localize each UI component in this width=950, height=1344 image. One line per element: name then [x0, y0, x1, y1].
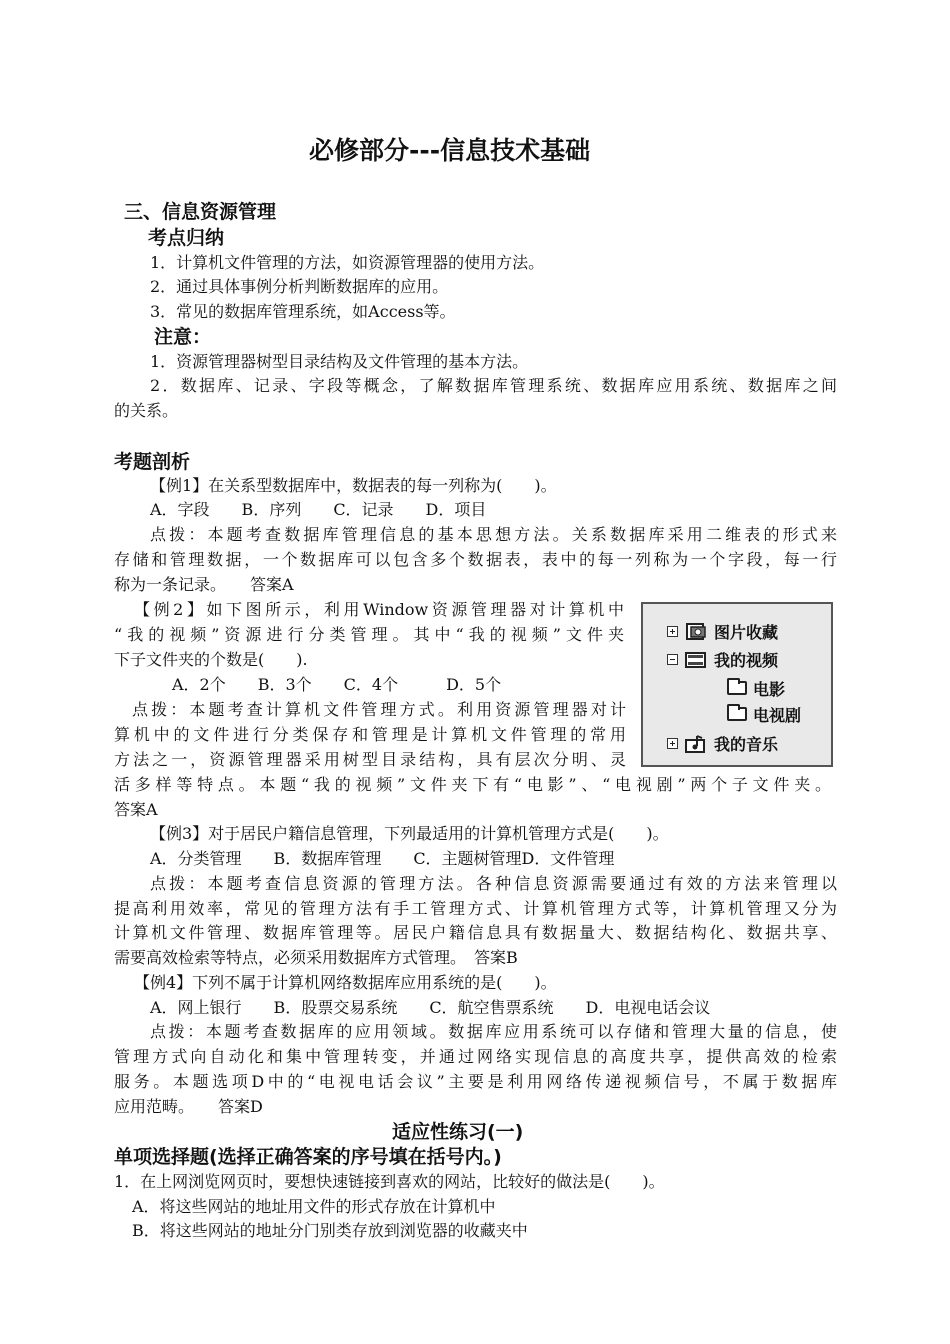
example-4-explanation: 点拨：本题考查数据库的应用领域。数据库应用系统可以存储和管理大量的信息，使	[150, 1022, 837, 1041]
practice-title: 适应性练习(一)	[392, 1121, 524, 1143]
example-3-explanation: 计算机文件管理、数据库管理等。居民户籍信息具有数据量大、数据结构化、数据共享、	[114, 923, 837, 942]
tree-item-label: 我的视频	[714, 650, 779, 670]
section-heading: 三、信息资源管理	[124, 201, 277, 223]
example-4-options: A．网上银行 B．股票交易系统 C．航空售票系统 D．电视电话会议	[150, 998, 711, 1017]
multiple-choice-heading: 单项选择题(选择正确答案的序号填在括号内。)	[114, 1146, 502, 1168]
example-1-explanation: 称为一条记录。 答案A	[114, 575, 294, 594]
question-1-option-a: A．将这些网站的地址用文件的形式存放在计算机中	[132, 1197, 496, 1216]
example-4-explanation: 服务。本题选项D中的“电视电话会议”主要是利用网络传递视频信号，不属于数据库	[114, 1072, 837, 1091]
example-3-explanation: 需要高效检索等特点，必须采用数据库方式管理。 答案B	[114, 948, 518, 967]
tree-item-label: 我的音乐	[714, 734, 779, 754]
tree-item-label: 图片收藏	[714, 622, 779, 642]
tree-item-label: 电影	[753, 679, 786, 699]
explorer-tree-figure	[641, 602, 833, 767]
example-1-explanation: 点拨：本题考查数据库管理信息的基本思想方法。关系数据库采用二维表的形式来	[150, 525, 837, 544]
tree-item-movies	[727, 677, 785, 699]
example-2-explanation: 算机中的文件进行分类保存和管理是计算机文件管理的常用	[114, 725, 626, 744]
tree-item-my-music	[667, 732, 778, 754]
key-point-item: 2．通过具体事例分析判断数据库的应用。	[150, 277, 449, 296]
page-title: 必修部分---信息技术基础	[309, 136, 591, 165]
music-folder-icon	[685, 734, 707, 752]
analysis-heading: 考题剖析	[114, 451, 191, 473]
example-1-explanation: 存储和管理数据，一个数据库可以包含多个数据表，表中的每一列称为一个字段，每一行	[114, 550, 837, 569]
example-3-options: A．分类管理 B．数据库管理 C．主题树管理D．文件管理	[150, 849, 615, 868]
example-2-question: “我的视频”资源进行分类管理。其中“我的视频”文件夹	[114, 625, 624, 644]
example-2-options: A．2个 B．3个 C．4个 D．5个	[172, 675, 502, 694]
note-heading: 注意：	[154, 326, 212, 348]
question-1-option-b: B．将这些网站的地址分门别类存放到浏览器的收藏夹中	[132, 1221, 528, 1240]
note-line: 2．数据库、记录、字段等概念，了解数据库管理系统、数据库应用系统、数据库之间	[150, 376, 837, 395]
collapse-icon	[667, 654, 678, 665]
example-2-question: 下子文件夹的个数是( ).	[114, 650, 308, 669]
folder-icon	[727, 707, 747, 721]
expand-icon	[667, 626, 678, 637]
example-2-explanation: 点拨：本题考查计算机文件管理方式。利用资源管理器对计	[132, 700, 626, 719]
film-folder-icon	[685, 650, 707, 668]
question-1: 1．在上网浏览网页时，要想快速链接到喜欢的网站，比较好的做法是( )。	[114, 1172, 665, 1191]
camera-icon	[685, 622, 707, 640]
note-line: 1．资源管理器树型目录结构及文件管理的基本方法。	[150, 352, 529, 371]
key-point-item: 1．计算机文件管理的方法，如资源管理器的使用方法。	[150, 253, 545, 272]
example-4-question: 【例4】下列不属于计算机网络数据库应用系统的是( )。	[134, 973, 557, 992]
example-4-explanation: 管理方式向自动化和集中管理转变，并通过网络实现信息的高度共享，提供高效的检索	[114, 1047, 837, 1066]
tree-item-my-videos	[667, 648, 778, 670]
expand-icon	[667, 738, 678, 749]
example-1-options: A．字段 B．序列 C．记录 D．项目	[150, 500, 487, 519]
example-2-explanation: 方法之一，资源管理器采用树型目录结构，具有层次分明、灵	[114, 750, 626, 769]
key-point-item: 3．常见的数据库管理系统，如Access等。	[150, 302, 456, 321]
example-2-explanation: 活多样等特点。本题“我的视频”文件夹下有“电影”、“电视剧”两个子文件夹。	[114, 775, 831, 794]
example-3-question: 【例3】对于居民户籍信息管理，下列最适用的计算机管理方式是( )。	[150, 824, 669, 843]
note-line: 的关系。	[114, 401, 179, 420]
example-2-answer: 答案A	[114, 800, 158, 819]
example-2-question: 【例2】如下图所示，利用Window资源管理器对计算机中	[134, 600, 624, 619]
example-4-explanation: 应用范畴。 答案D	[114, 1097, 263, 1116]
tree-item-tv-series	[727, 703, 801, 725]
folder-icon	[727, 681, 747, 695]
tree-item-pictures	[667, 620, 778, 642]
example-3-explanation: 提高利用效率，常见的管理方法有手工管理方式、计算机管理方式等，计算机管理又分为	[114, 899, 837, 918]
example-1-question: 【例1】在关系型数据库中，数据表的每一列称为( )。	[150, 476, 557, 495]
tree-item-label: 电视剧	[753, 705, 802, 725]
example-3-explanation: 点拨：本题考查信息资源的管理方法。各种信息资源需要通过有效的方法来管理以	[150, 874, 837, 893]
key-points-heading: 考点归纳	[148, 227, 225, 249]
